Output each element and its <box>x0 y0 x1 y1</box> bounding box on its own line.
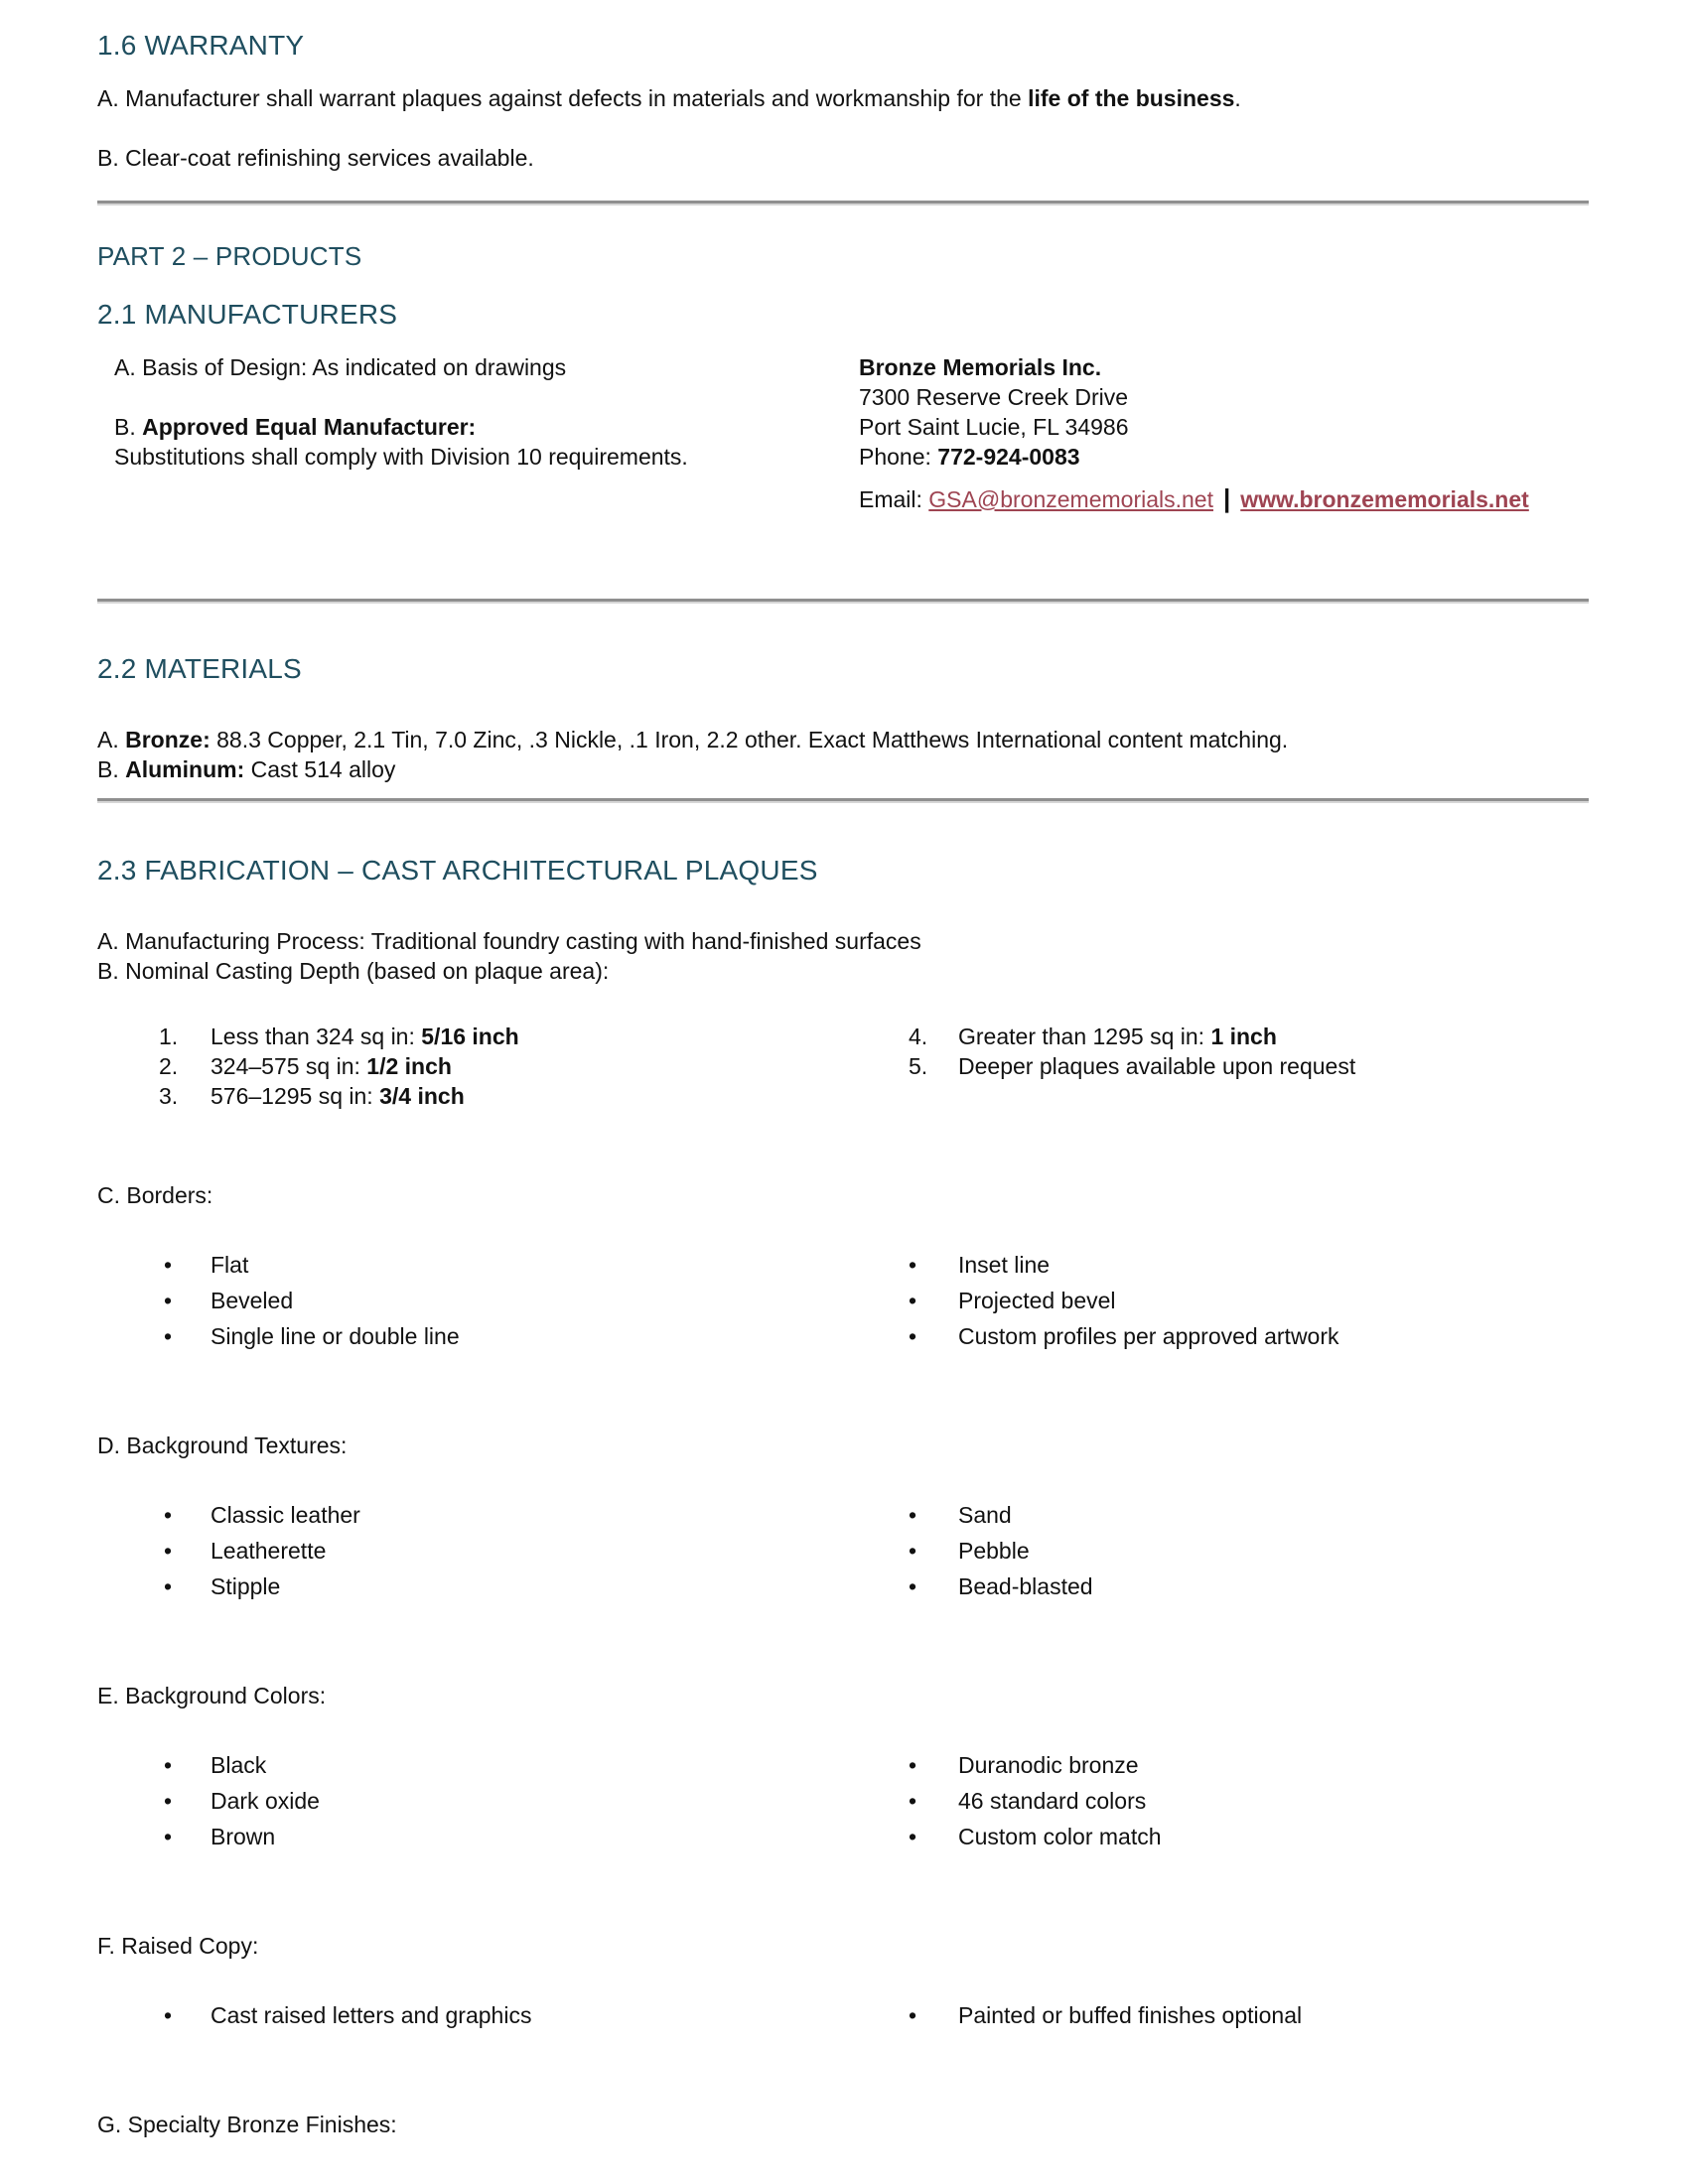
list-text: 46 standard colors <box>958 1788 1147 1814</box>
list-item <box>97 1325 859 1348</box>
contact-block <box>859 352 1589 514</box>
list-item <box>97 1540 859 1563</box>
company-address-line2: Port Saint Lucie, FL 34986 <box>859 414 1129 440</box>
list-text: Custom profiles per approved artwork <box>958 1323 1339 1349</box>
specialty-finishes-label: G. Specialty Bronze Finishes: <box>97 2112 397 2137</box>
list-text: Black <box>211 1752 267 1778</box>
list-item <box>859 2004 1589 2027</box>
list-text: Deeper plaques available upon request <box>958 1053 1356 1079</box>
bullet-icon <box>909 1325 958 1348</box>
company-name: Bronze Memorials Inc. <box>859 354 1102 380</box>
phone-label: Phone: <box>859 444 938 470</box>
substitutions-note: Substitutions shall comply with Division 10 requirements. <box>114 444 688 470</box>
fabrication-intro <box>97 926 1589 986</box>
colors-left <box>97 1754 859 1861</box>
section-divider <box>97 798 1589 801</box>
manufacturers-left-column <box>97 352 859 514</box>
fabrication-heading: 2.3 FABRICATION – CAST ARCHITECTURAL PLAQUES <box>97 855 818 886</box>
textures-left <box>97 1504 859 1611</box>
email-link[interactable]: GSA@bronzememorials.net <box>928 486 1213 512</box>
list-text: Bead-blasted <box>958 1573 1093 1599</box>
materials-heading: 2.2 MATERIALS <box>97 653 302 684</box>
list-item <box>859 1826 1589 1848</box>
textures-label: D. Background Textures: <box>97 1433 348 1458</box>
bullet-icon <box>909 1790 958 1813</box>
list-text: Classic leather <box>211 1502 360 1528</box>
list-text: Projected bevel <box>958 1288 1116 1313</box>
warranty-item-a-period: . <box>1234 85 1241 111</box>
colors-list <box>97 1754 1589 1861</box>
bullet-icon <box>164 2004 211 2027</box>
bullet-icon <box>909 1254 958 1277</box>
depth-list-right <box>859 1022 1589 1111</box>
list-item <box>97 1826 859 1848</box>
list-text: 576–1295 sq in: 3/4 inch <box>211 1083 465 1109</box>
section-divider <box>97 201 1589 204</box>
company-email-line <box>859 483 1589 514</box>
list-text: Leatherette <box>211 1538 327 1564</box>
warranty-item-a <box>97 83 1589 113</box>
list-number: 3. <box>159 1083 179 1109</box>
list-item <box>97 2004 859 2027</box>
bullet-icon <box>909 1504 958 1527</box>
list-text: Brown <box>211 1824 276 1849</box>
phone-number: 772-924-0083 <box>937 444 1080 470</box>
bullet-icon <box>909 2004 958 2027</box>
list-text: Greater than 1295 sq in: 1 inch <box>958 1024 1277 1049</box>
section-divider <box>97 599 1589 602</box>
warranty-item-a-text: A. Manufacturer shall warrant plaques against defects in materials and workmanship for the <box>97 85 1029 111</box>
list-text: Single line or double line <box>211 1323 460 1349</box>
approved-equal-bold: Approved Equal Manufacturer: <box>142 414 477 440</box>
borders-left <box>97 1254 859 1361</box>
list-text: Duranodic bronze <box>958 1752 1139 1778</box>
aluminum-prefix: B. <box>97 756 126 782</box>
warranty-item-b: B. Clear-coat refinishing services available. <box>97 145 534 171</box>
borders-right <box>859 1254 1589 1361</box>
warranty-item-a-bold: life of the business <box>1028 85 1235 111</box>
pipe-separator: | <box>1222 483 1231 513</box>
materials-list <box>97 725 1589 784</box>
list-text: Cast raised letters and graphics <box>211 2002 532 2028</box>
part2-heading: PART 2 – PRODUCTS <box>97 241 362 271</box>
list-item <box>97 1022 859 1051</box>
bullet-icon <box>909 1575 958 1598</box>
list-item <box>859 1325 1589 1348</box>
list-item <box>97 1051 859 1081</box>
list-number: 5. <box>909 1053 928 1079</box>
email-label: Email: <box>859 486 929 512</box>
borders-label: C. Borders: <box>97 1182 213 1208</box>
list-text: Inset line <box>958 1252 1051 1278</box>
depth-list-left <box>97 1022 859 1111</box>
list-item <box>97 1790 859 1813</box>
bronze-prefix: A. <box>97 727 126 752</box>
list-text: Custom color match <box>958 1824 1162 1849</box>
bullet-icon <box>164 1325 211 1348</box>
list-item <box>97 1504 859 1527</box>
raised-copy-label: F. Raised Copy: <box>97 1933 259 1959</box>
warranty-heading: 1.6 WARRANTY <box>97 30 305 61</box>
list-text: Sand <box>958 1502 1012 1528</box>
bullet-icon <box>164 1254 211 1277</box>
list-number: 4. <box>909 1024 928 1049</box>
bullet-icon <box>909 1290 958 1312</box>
bullet-icon <box>164 1790 211 1813</box>
bullet-icon <box>164 1540 211 1563</box>
textures-right <box>859 1504 1589 1611</box>
manufacturers-columns <box>97 352 1589 514</box>
bullet-icon <box>909 1754 958 1777</box>
bullet-icon <box>164 1504 211 1527</box>
list-item <box>859 1290 1589 1312</box>
materials-item-aluminum <box>97 754 1589 784</box>
bullet-icon <box>164 1290 211 1312</box>
list-text: Less than 324 sq in: 5/16 inch <box>211 1024 519 1049</box>
raised-copy-right <box>859 2004 1589 2040</box>
aluminum-label: Aluminum: <box>125 756 245 782</box>
list-item <box>97 1081 859 1111</box>
nominal-casting-depth: B. Nominal Casting Depth (based on plaque area): <box>97 958 610 984</box>
list-item <box>97 1290 859 1312</box>
bronze-label: Bronze: <box>125 727 211 752</box>
raised-copy-list <box>97 2004 1589 2040</box>
company-phone-line <box>859 442 1589 472</box>
list-item <box>859 1022 1589 1051</box>
list-text: Painted or buffed finishes optional <box>958 2002 1303 2028</box>
borders-list <box>97 1254 1589 1361</box>
raised-copy-left <box>97 2004 859 2040</box>
list-item <box>859 1254 1589 1277</box>
bullet-icon <box>909 1826 958 1848</box>
bullet-icon <box>909 1540 958 1563</box>
colors-right <box>859 1754 1589 1861</box>
bullet-icon <box>164 1826 211 1848</box>
list-number: 2. <box>159 1053 179 1079</box>
bronze-composition: 88.3 Copper, 2.1 Tin, 7.0 Zinc, .3 Nickle, .1 Iron, 2.2 other. Exact Matthews International content matching. <box>210 727 1289 752</box>
list-item <box>859 1504 1589 1527</box>
list-text: 324–575 sq in: 1/2 inch <box>211 1053 452 1079</box>
list-text: Dark oxide <box>211 1788 320 1814</box>
manufacturing-process: A. Manufacturing Process: Traditional foundry casting with hand-finished surfaces <box>97 928 921 954</box>
bullet-icon <box>164 1575 211 1598</box>
aluminum-alloy: Cast 514 alloy <box>244 756 396 782</box>
textures-list <box>97 1504 1589 1611</box>
manufacturers-heading: 2.1 MANUFACTURERS <box>97 299 398 330</box>
list-item <box>97 1575 859 1598</box>
basis-of-design: A. Basis of Design: As indicated on drawings <box>114 354 567 380</box>
company-address-line1: 7300 Reserve Creek Drive <box>859 384 1129 410</box>
colors-label: E. Background Colors: <box>97 1683 327 1708</box>
approved-equal-manufacturer <box>114 412 859 442</box>
bullet-icon <box>164 1754 211 1777</box>
list-item <box>859 1575 1589 1598</box>
list-item <box>859 1540 1589 1563</box>
list-item <box>859 1051 1589 1081</box>
materials-item-bronze <box>97 725 1589 754</box>
list-item <box>859 1790 1589 1813</box>
list-text: Pebble <box>958 1538 1030 1564</box>
list-text: Flat <box>211 1252 249 1278</box>
depth-list <box>97 1022 1589 1111</box>
list-number: 1. <box>159 1024 179 1049</box>
approved-equal-prefix: B. <box>114 414 143 440</box>
website-link[interactable]: www.bronzememorials.net <box>1240 486 1529 512</box>
list-item <box>97 1254 859 1277</box>
list-text: Beveled <box>211 1288 294 1313</box>
list-item <box>859 1754 1589 1777</box>
list-item <box>97 1754 859 1777</box>
list-text: Stipple <box>211 1573 281 1599</box>
